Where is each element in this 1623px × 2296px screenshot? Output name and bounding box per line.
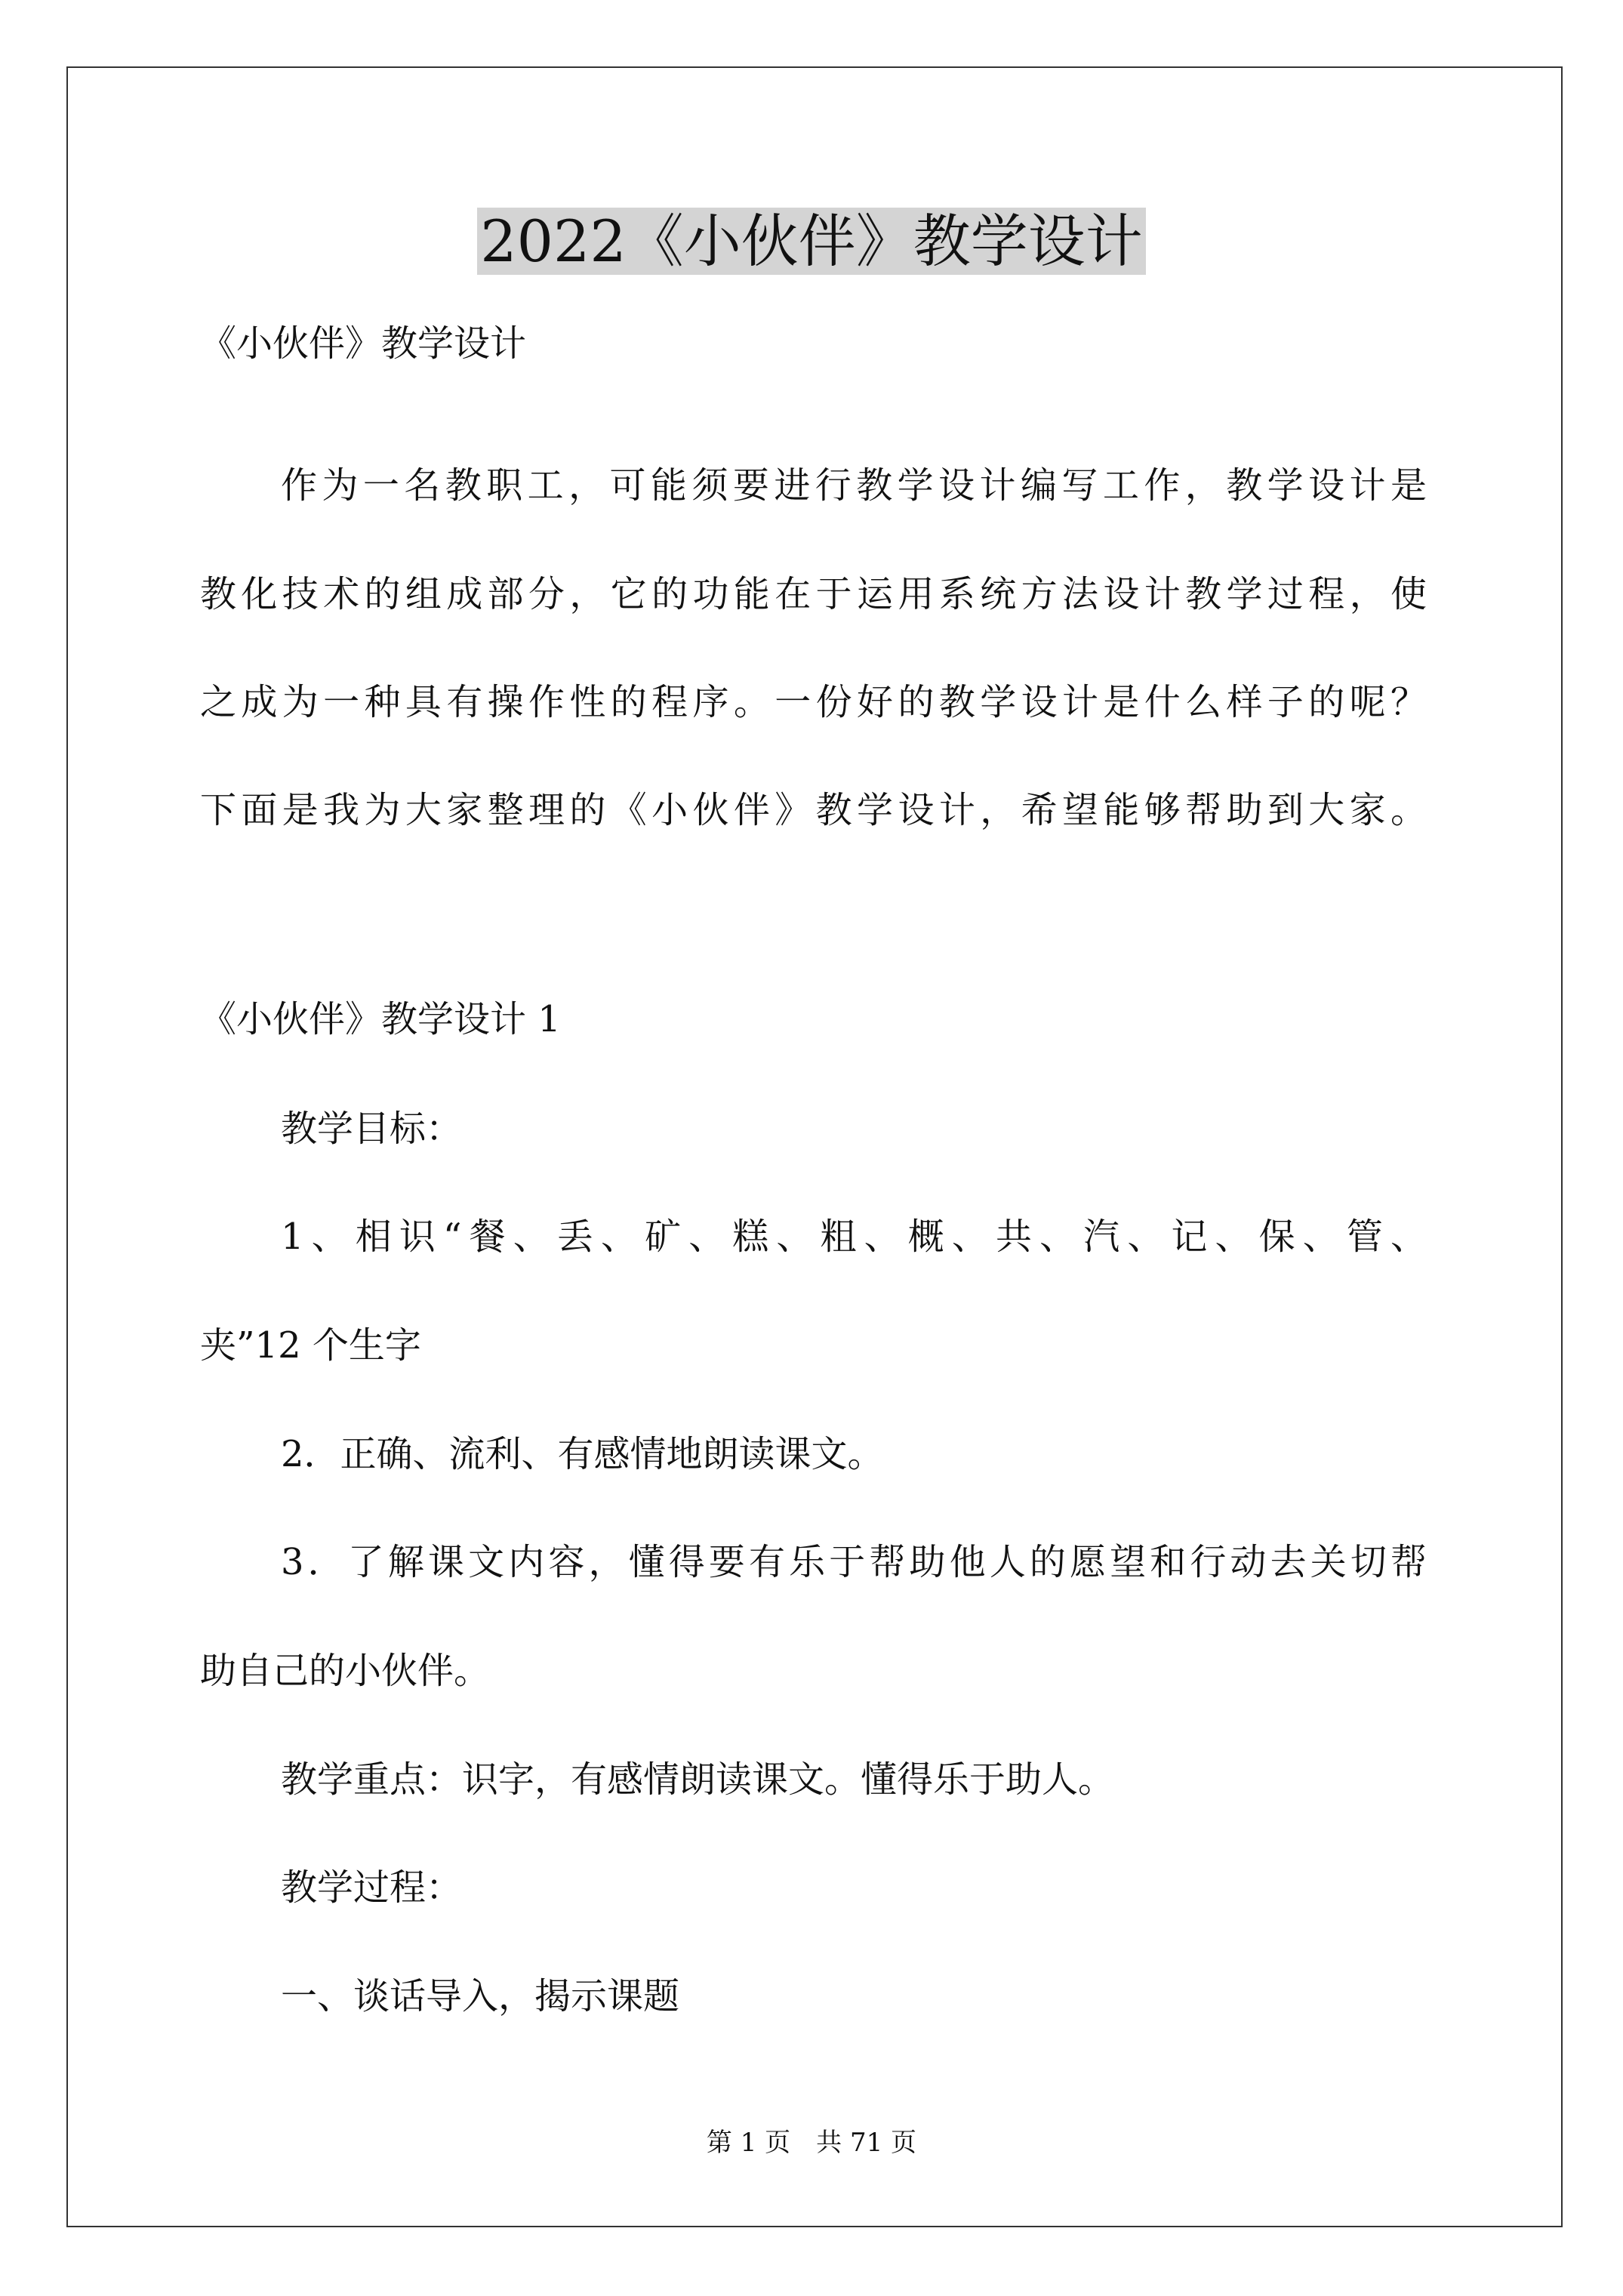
process-step-1: 一、谈话导入，揭示课题: [281, 1975, 680, 2017]
objective-1-line-2: 夹”12 个生字: [200, 1324, 421, 1367]
document-title: [0, 204, 1623, 279]
page-footer: 第 1 页 共 71 页: [706, 2128, 917, 2158]
key-points: 教学重点：识字，有感情朗读课文。懂得乐于助人。: [281, 1758, 1115, 1801]
document-title-text: 2022《小伙伴》教学设计: [477, 208, 1145, 275]
intro-line-2: 教化技术的组成部分，它的功能在于运用系统方法设计教学过程，使: [200, 573, 1427, 615]
intro-line-1: 作为一名教职工，可能须要进行教学设计编写工作，教学设计是: [281, 464, 1427, 507]
intro-line-3: 之成为一种具有操作性的程序。一份好的教学设计是什么样子的呢？: [200, 681, 1427, 723]
document-subtitle: 《小伙伴》教学设计: [200, 322, 527, 365]
objectives-label: 教学目标：: [281, 1108, 463, 1150]
process-label: 教学过程：: [281, 1866, 463, 1909]
objective-1-line-1: 1、相识“餐、丢、矿、糕、粗、概、共、汽、记、保、管、: [281, 1216, 1427, 1258]
objective-2: 2．正确、流利、有感情地朗读课文。: [281, 1433, 884, 1475]
objective-3-line-2: 助自己的小伙伴。: [200, 1650, 491, 1692]
intro-line-4: 下面是我为大家整理的《小伙伴》教学设计，希望能够帮助到大家。: [200, 789, 1427, 831]
section-heading: 《小伙伴》教学设计 1: [200, 998, 561, 1040]
objective-3-line-1: 3．了解课文内容，懂得要有乐于帮助他人的愿望和行动去关切帮: [281, 1541, 1427, 1583]
